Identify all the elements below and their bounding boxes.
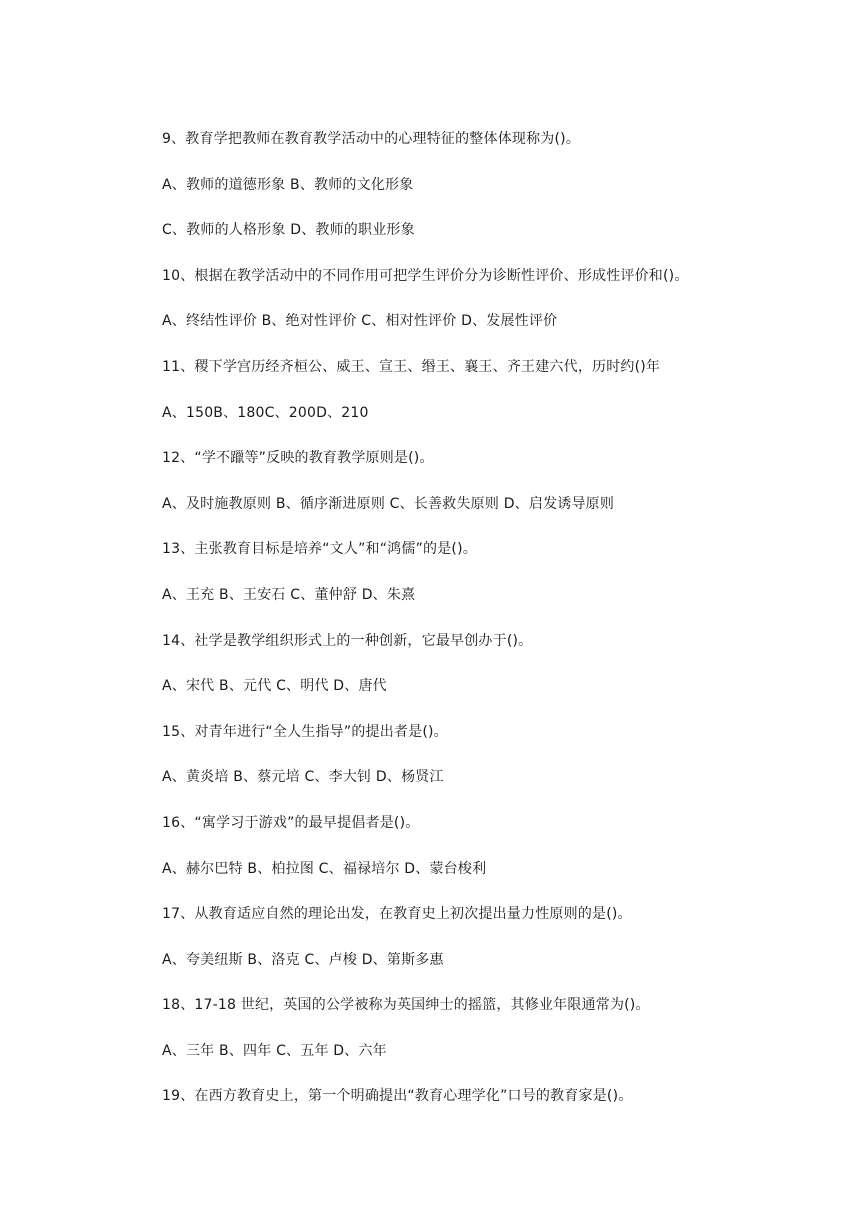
options-line-11: A、150B、180C、200D、210 — [162, 404, 369, 421]
question-line-10: 10、根据在教学活动中的不同作用可把学生评价分为诊断性评价、形成性评价和()。 — [162, 267, 689, 284]
options-line-15: A、黄炎培 B、蔡元培 C、李大钊 D、杨贤江 — [162, 769, 444, 786]
question-line-14: 14、社学是教学组织形式上的一种创新，它最早创办于()。 — [162, 632, 533, 649]
options-line-10: A、终结性评价 B、绝对性评价 C、相对性评价 D、发展性评价 — [162, 313, 558, 330]
options-line-13: A、王充 B、王安石 C、董仲舒 D、朱熹 — [162, 586, 416, 603]
question-line-18: 18、17-18 世纪，英国的公学被称为英国绅士的摇篮，其修业年限通常为()。 — [162, 997, 650, 1014]
options-line-16: A、赫尔巴特 B、柏拉图 C、福禄培尔 D、蒙台梭利 — [162, 860, 487, 877]
options-line-12: A、及时施教原则 B、循序渐进原则 C、长善救失原则 D、启发诱导原则 — [162, 495, 615, 512]
options-line-9b: C、教师的人格形象 D、教师的职业形象 — [162, 222, 415, 239]
question-list — [162, 128, 802, 1131]
question-line-12: 12、“学不躐等”反映的教育教学原则是()。 — [162, 450, 434, 467]
question-line-11: 11、稷下学宫历经齐桓公、威王、宣王、缗王、襄王、齐王建六代，历时约()年 — [162, 358, 661, 375]
options-line-9a: A、教师的道德形象 B、教师的文化形象 — [162, 176, 414, 193]
question-line-9: 9、教育学把教师在教育教学活动中的心理特征的整体体现称为()。 — [162, 131, 581, 147]
question-line-13: 13、主张教育目标是培养“文人”和“鸿儒”的是()。 — [162, 541, 477, 558]
question-line-15: 15、对青年进行“全人生指导”的提出者是()。 — [162, 723, 448, 740]
question-line-19: 19、在西方教育史上，第一个明确提出“教育心理学化”口号的教育家是()。 — [162, 1088, 633, 1105]
options-line-17: A、夸美纽斯 B、洛克 C、卢梭 D、第斯多惠 — [162, 951, 444, 968]
options-line-14: A、宋代 B、元代 C、明代 D、唐代 — [162, 678, 387, 695]
question-line-17: 17、从教育适应自然的理论出发，在教育史上初次提出量力性原则的是()。 — [162, 906, 632, 923]
options-line-18: A、三年 B、四年 C、五年 D、六年 — [162, 1042, 387, 1059]
question-line-16: 16、“寓学习于游戏”的最早提倡者是()。 — [162, 814, 420, 831]
